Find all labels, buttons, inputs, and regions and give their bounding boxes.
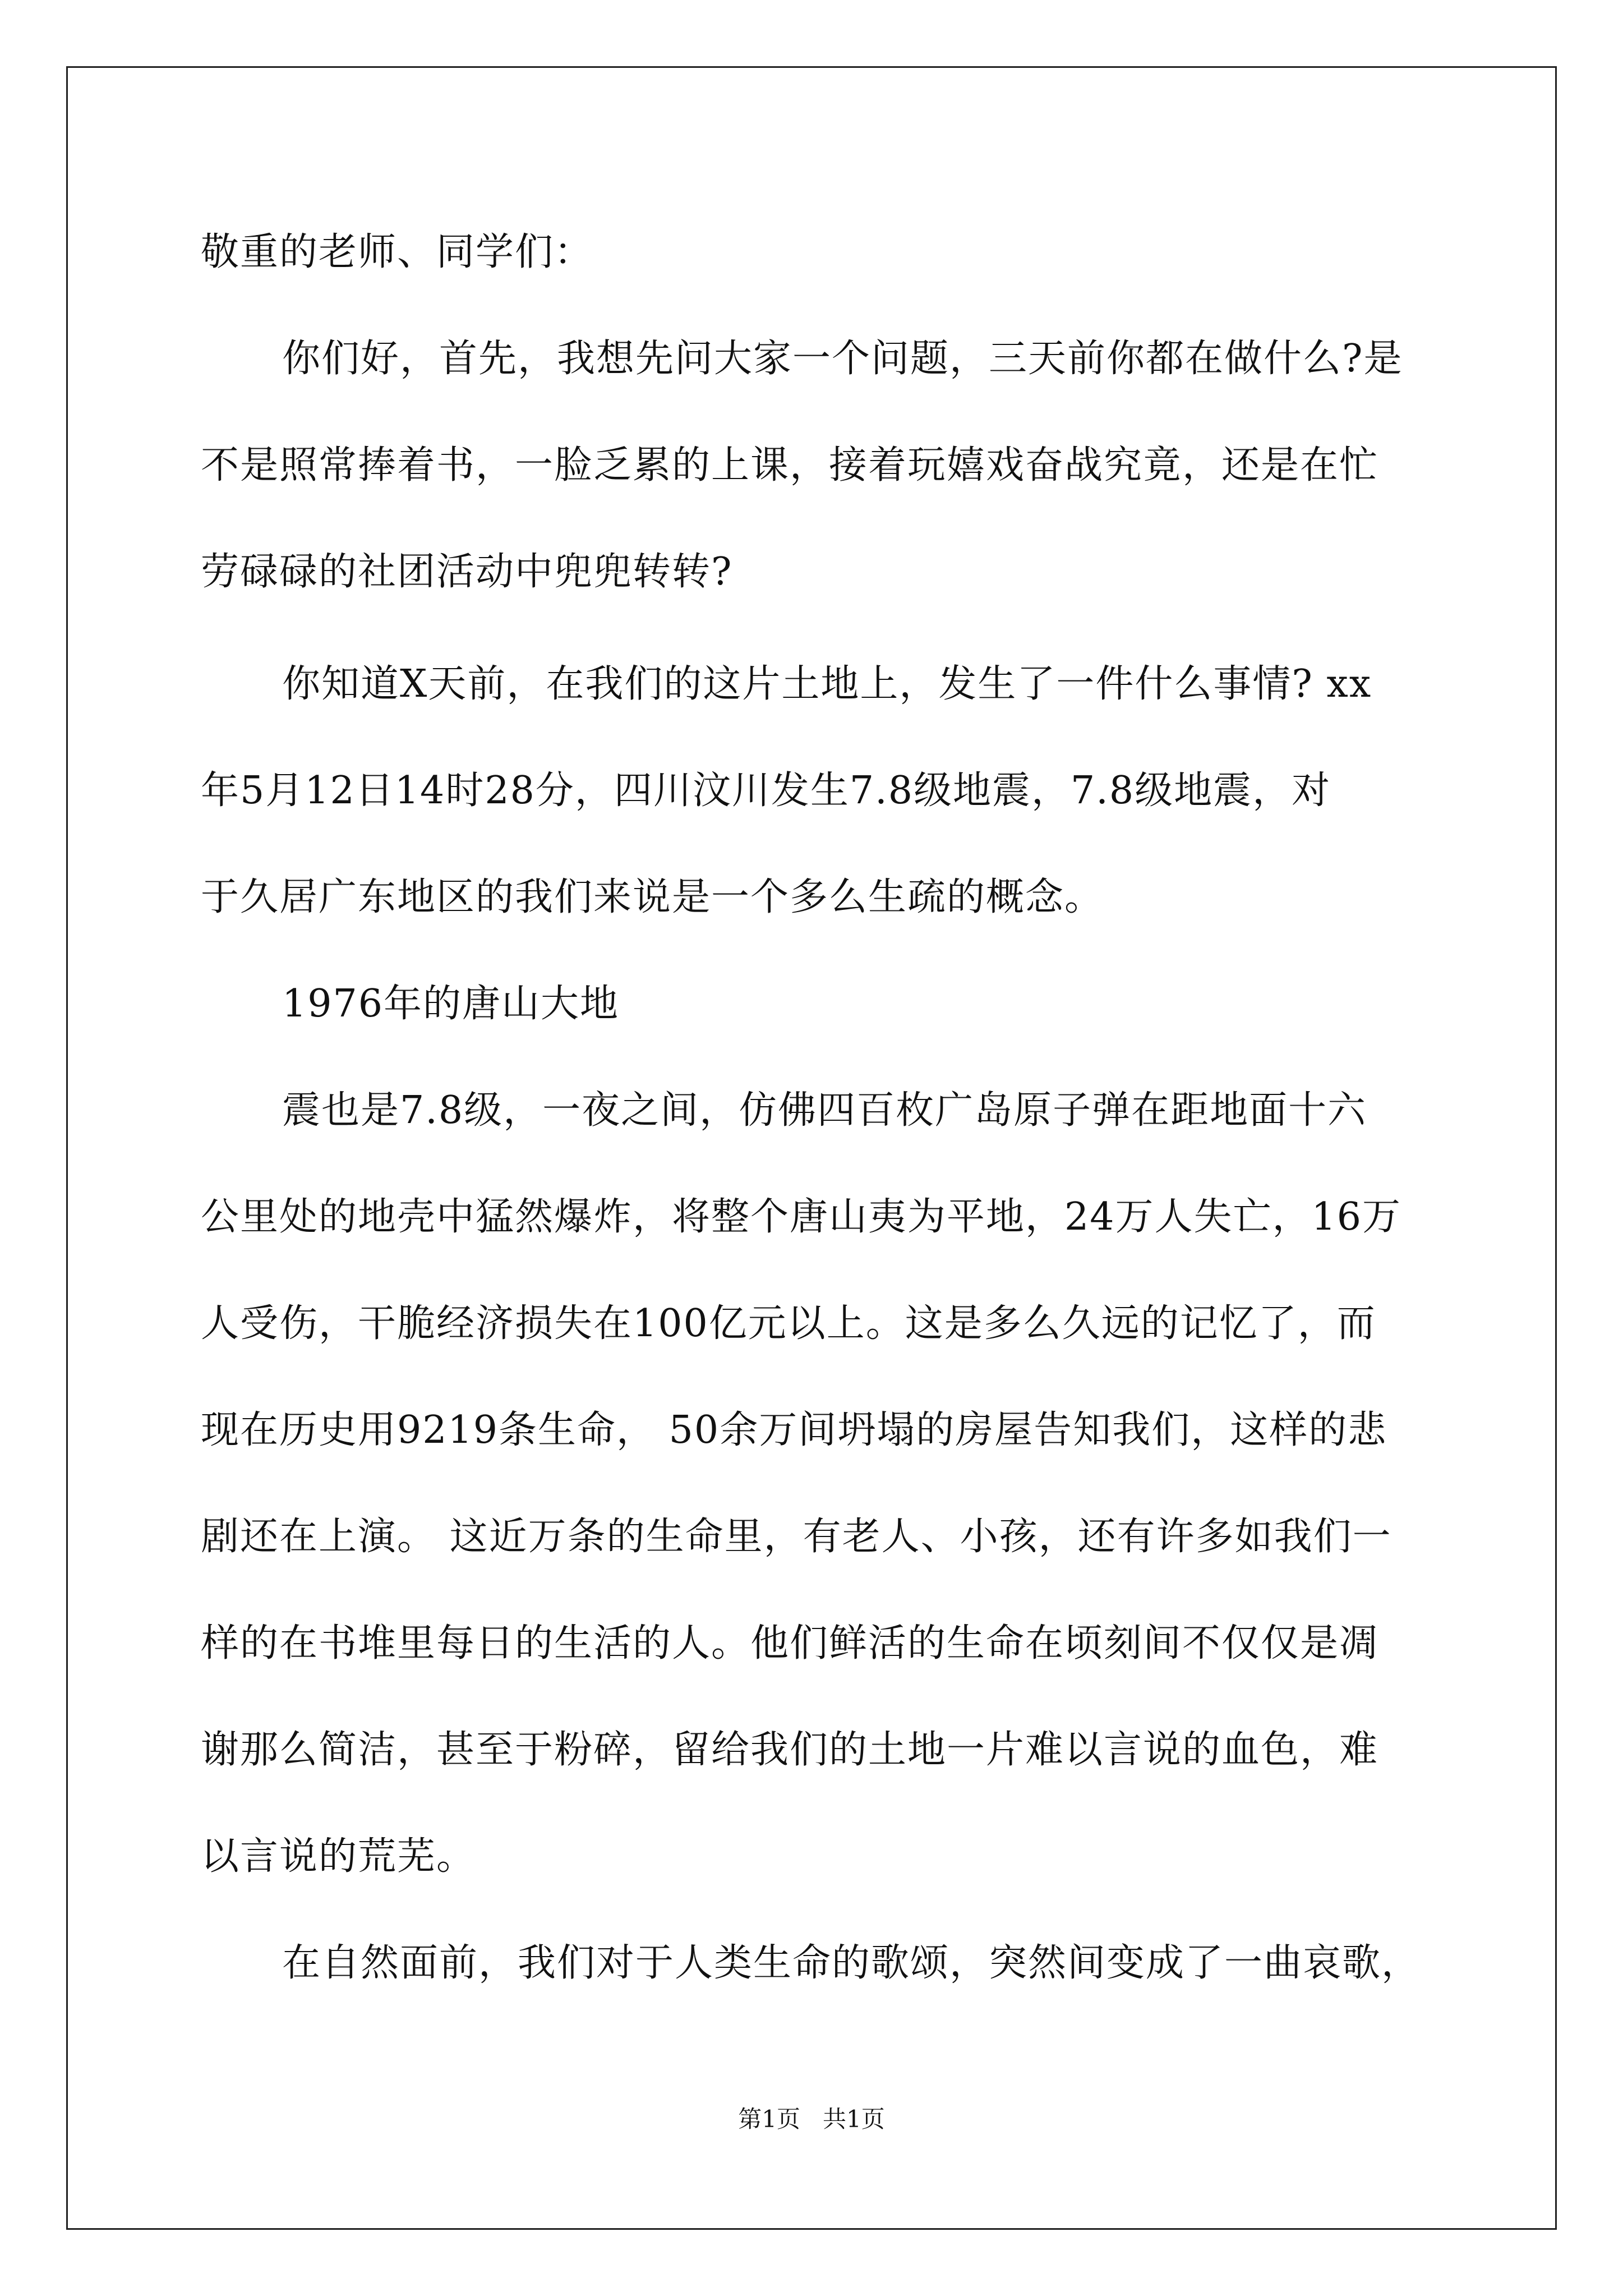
paragraph-line: 现在历史用9219条生命， 50余万间坍塌的房屋告知我们，这样的悲 — [201, 1408, 1387, 1452]
paragraph-line: 年5月12日14时28分，四川汶川发生7.8级地震，7.8级地震，对 — [201, 769, 1331, 813]
paragraph-line: 在自然面前，我们对于人类生命的歌颂，突然间变成了一曲哀歌， — [282, 1941, 1421, 1985]
paragraph-line: 样的在书堆里每日的生活的人。他们鲜活的生命在顷刻间不仅仅是凋 — [201, 1621, 1379, 1665]
paragraph-line: 你知道X天前，在我们的这片土地上，发生了一件什么事情? xx — [282, 662, 1372, 706]
paragraph-line: 你们好，首先，我想先问大家一个问题，三天前你都在做什么?是 — [282, 337, 1403, 381]
paragraph-line: 不是照常捧着书，一脸乏累的上课，接着玩嬉戏奋战究竟，还是在忙 — [201, 443, 1379, 487]
paragraph-line: 以言说的荒芜。 — [201, 1834, 476, 1879]
paragraph-line: 震也是7.8级，一夜之间，仿佛四百枚广岛原子弹在距地面十六 — [282, 1088, 1367, 1133]
paragraph-line: 1976年的唐山大地 — [282, 982, 620, 1026]
paragraph-line: 谢那么简洁，甚至于粉碎，留给我们的土地一片难以言说的血色，难 — [201, 1728, 1379, 1772]
page-number-footer: 第1页 共1页 — [738, 2105, 885, 2133]
paragraph-line: 于久居广东地区的我们来说是一个多么生疏的概念。 — [201, 875, 1104, 919]
paragraph-line: 公里处的地壳中猛然爆炸，将整个唐山夷为平地，24万人失亡，16万 — [201, 1195, 1402, 1239]
paragraph-line: 剧还在上演。 这近万条的生命里，有老人、小孩，还有许多如我们一 — [201, 1515, 1392, 1559]
paragraph-line: 劳碌碌的社团活动中兜兜转转? — [201, 550, 733, 594]
page-border — [66, 66, 1557, 2230]
paragraph-line: 人受伤，干脆经济损失在100亿元以上。这是多么久远的记忆了，而 — [201, 1301, 1376, 1346]
salutation-line: 敬重的老师、同学们： — [201, 230, 594, 274]
